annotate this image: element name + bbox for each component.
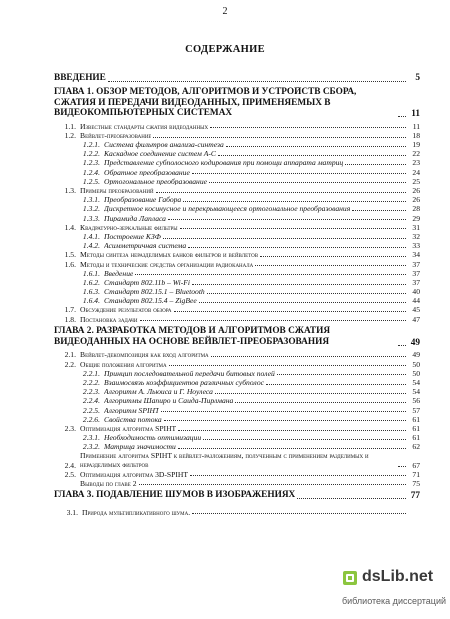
dot-leader: [140, 320, 406, 321]
toc-entry-page: 61: [412, 423, 420, 433]
toc-entry-number: 2.2.2.: [82, 377, 100, 387]
toc-entry: [54, 433, 420, 442]
toc-entry-number: 2.4.: [64, 460, 76, 470]
toc-chapter-entry: [54, 73, 420, 84]
toc-entry-number: 1.3.: [64, 186, 76, 196]
toc-entry: [54, 405, 420, 414]
toc-entry-number: 2.3.2.: [82, 442, 100, 452]
toc-entry: [54, 387, 420, 396]
toc-entry-page: 45: [412, 305, 420, 315]
toc-entry-title: Оптимизация алгоритма 3D-SPIHT: [80, 470, 189, 479]
toc-entry-page: 34: [412, 250, 420, 260]
toc-entry-title: Дискретное косинусное и перекрывающееся ортогональное преобразования: [104, 205, 351, 213]
toc-entry-page: 32: [412, 231, 420, 241]
toc-entry-title: Природа мультипликативного шума.: [82, 508, 191, 517]
toc-entry-number: 1.5.: [64, 250, 76, 260]
dot-leader: [398, 116, 406, 117]
toc-entry-page: 28: [412, 204, 420, 214]
toc-entry-page: 44: [412, 296, 420, 306]
toc-entry-number: 1.2.5.: [82, 176, 100, 186]
toc-entry: [54, 268, 420, 277]
toc-entry: [54, 507, 420, 516]
toc-entry: [54, 185, 420, 194]
toc-entry-number: 1.6.3.: [82, 287, 100, 297]
dot-leader: [135, 274, 406, 275]
toc-entry-number: 2.2.1.: [82, 368, 100, 378]
toc-entry-number: 1.2.3.: [82, 158, 100, 168]
toc-entry-title: Стандарт 802.11b – Wi-Fi: [104, 278, 191, 287]
toc-entry: [54, 241, 420, 250]
toc-entry-title: Преобразование Габора: [104, 196, 182, 204]
toc-entry-title: Представление субполосного кодирования при помощи аппарата матриц: [104, 159, 344, 168]
dot-leader: [255, 265, 406, 266]
toc-entry-number: 1.4.1.: [82, 231, 100, 241]
dot-leader: [203, 439, 406, 440]
toc-entry-page: 19: [412, 140, 420, 150]
dot-leader: [183, 201, 406, 202]
toc-entry-page: 26: [412, 186, 420, 196]
toc-entry-title: ГЛАВА 1. ОБЗОР МЕТОДОВ, АЛГОРИТМОВ И УСТРОЙСТВ СБОРА, СЖАТИЯ И ПЕРЕДАЧИ ВИДЕОДАННЫХ, ПРИМЕНЯЕМЫХ В ВИДЕОКОМПЬЮТЕРНЫХ СИСТЕМАХ: [54, 86, 357, 119]
toc-entry-title: Обсуждение результатов обзора: [80, 306, 172, 315]
toc-entry-page: 49: [412, 350, 420, 360]
toc-entry-number: 1.6.: [64, 259, 76, 269]
toc-entry-page: 50: [412, 359, 420, 369]
toc-entry-page: 11: [411, 108, 420, 119]
toc-entry-number: 2.2.: [64, 359, 76, 369]
toc-entry-title: ВВЕДЕНИЕ: [54, 73, 106, 83]
toc-entry-title: Стандарт 802.15.4 – ZigBee: [104, 297, 197, 305]
toc-chapter-entry: [54, 326, 420, 348]
dot-leader: [163, 238, 406, 239]
toc-entry-title: Вейвлет-преобразование: [80, 131, 152, 140]
toc-chapter-entry: [54, 87, 420, 119]
toc-entry-number: 1.7.: [64, 305, 76, 315]
dot-leader: [260, 256, 406, 257]
dot-leader: [156, 192, 406, 193]
table-of-contents: [54, 70, 420, 516]
toc-entry-page: 62: [412, 442, 420, 452]
dot-leader: [398, 345, 406, 346]
toc-entry-number: 1.2.: [64, 130, 76, 140]
toc-entry-title: Методы синтеза неразделимых банков фильтров и вейвлетов: [80, 251, 259, 259]
dot-leader: [108, 81, 406, 82]
toc-entry-title: Построение КЗФ: [104, 232, 161, 241]
toc-entry: [54, 250, 420, 259]
dot-leader: [192, 284, 406, 285]
dot-leader: [164, 420, 406, 421]
toc-entry-page: 31: [412, 222, 420, 232]
toc-entry: [54, 396, 420, 405]
toc-entry-number: 1.4.2.: [82, 241, 100, 251]
toc-entry-title: Алгоритмы Шапиро и Саида-Пирлмана: [104, 397, 234, 405]
toc-entry-title: Примеры преобразований: [80, 187, 154, 195]
toc-entry-title: Известные стандарты сжатия видеоданных: [80, 122, 209, 131]
dot-leader: [174, 311, 406, 312]
toc-entry-page: 77: [410, 490, 420, 501]
toc-entry: [54, 140, 420, 149]
dot-leader: [398, 466, 406, 467]
dot-leader: [139, 484, 406, 485]
toc-entry-title: Необходимость оптимизации: [104, 434, 202, 442]
toc-entry-title: Общие положения алгоритма: [80, 360, 167, 369]
dot-leader: [161, 411, 406, 412]
dot-leader: [178, 430, 406, 431]
page-number: 2: [222, 6, 228, 17]
toc-entry-title: Вейвлет-декомпозиция как вход алгоритма: [80, 351, 209, 359]
toc-entry-number: 2.5.: [64, 469, 76, 479]
toc-entry: [54, 442, 420, 451]
toc-entry: [54, 469, 420, 478]
dot-leader: [297, 498, 406, 499]
dot-leader: [210, 127, 406, 128]
toc-entry-page: 25: [412, 176, 420, 186]
watermark: [342, 570, 446, 616]
toc-entry: [54, 296, 420, 305]
dot-leader: [211, 356, 406, 357]
toc-entry: [54, 121, 420, 130]
toc-entry-title: Принцип последовательной передачи битовых полей: [104, 369, 275, 378]
toc-entry-title: Применение алгоритма SPIHT к вейвлет-разложениям, полученным с применением разделимых и неразделимых фильтров: [80, 450, 369, 469]
toc-entry-title: Система фильтров анализа-синтеза: [104, 141, 224, 149]
dot-leader: [277, 374, 406, 375]
toc-entry: [54, 359, 420, 368]
toc-entry-page: 49: [410, 337, 420, 348]
dot-leader: [199, 302, 406, 303]
dot-leader: [235, 402, 406, 403]
toc-entry-number: 2.2.6.: [82, 414, 100, 424]
toc-entry: [54, 478, 420, 487]
toc-entry: [54, 451, 420, 469]
toc-entry-number: 2.1.: [64, 350, 76, 360]
dot-leader: [218, 155, 406, 156]
dot-leader: [169, 365, 406, 366]
dslib-logo-icon: [342, 570, 358, 586]
dot-leader: [188, 247, 406, 248]
toc-entry-title: Свойства потока: [104, 415, 162, 424]
toc-entry-title: Каскадное соединение систем А-С: [104, 150, 216, 158]
toc-entry-number: 1.3.2.: [82, 204, 100, 214]
toc-entry: [54, 213, 420, 222]
toc-entry: [54, 130, 420, 139]
toc-entry-number: 1.8.: [64, 314, 76, 324]
toc-entry: [54, 368, 420, 377]
toc-entry-page: 24: [412, 167, 420, 177]
toc-entry: [54, 222, 420, 231]
toc-entry-number: 1.3.1.: [82, 195, 100, 205]
toc-entry: [54, 231, 420, 240]
toc-entry-number: 1.3.3.: [82, 213, 100, 223]
toc-entry-page: 29: [412, 213, 420, 223]
toc-entry-page: 54: [412, 387, 420, 397]
dot-leader: [226, 146, 406, 147]
dot-leader: [192, 173, 406, 174]
toc-entry-title: Матрица значимости: [104, 443, 176, 451]
dot-leader: [352, 210, 406, 211]
toc-entry-title: Квадратурно-зеркальные фильтры: [80, 223, 178, 232]
toc-entry-page: 26: [412, 195, 420, 205]
toc-entry-number: 1.2.1.: [82, 140, 100, 150]
toc-entry: [54, 259, 420, 268]
toc-entry-page: 23: [412, 158, 420, 168]
toc-entry-title: Обратное преобразование: [104, 168, 190, 177]
dot-leader: [192, 513, 406, 514]
dot-leader: [266, 384, 406, 385]
toc-entry-page: 33: [412, 241, 420, 251]
toc-entry: [54, 176, 420, 185]
toc-entry-title: Введение: [104, 269, 134, 278]
toc-entry-number: 2.3.: [64, 423, 76, 433]
toc-entry-number: 1.6.4.: [82, 296, 100, 306]
toc-entry-page: 54: [412, 377, 420, 387]
toc-entry-number: 2.3.1.: [82, 433, 100, 443]
toc-entry-title: Алгоритм А. Льюиса и Г. Ноулеса: [104, 388, 213, 396]
toc-entry-title: Оптимизация алгоритма SPIHT: [80, 424, 177, 433]
watermark-name: dsLib.net: [362, 568, 434, 585]
toc-entry-number: 1.6.1.: [82, 268, 100, 278]
toc-entry-page: 50: [412, 368, 420, 378]
toc-entry-title: Пирамида Лапласа: [104, 214, 166, 223]
toc-entry-number: 3.1.: [66, 507, 78, 517]
toc-entry-number: 2.2.3.: [82, 387, 100, 397]
toc-entry: [54, 204, 420, 213]
toc-entry-number: 1.4.: [64, 222, 76, 232]
toc-entry-page: 47: [412, 314, 420, 324]
toc-entry-title: Методы и технические средства организации радиоканала: [80, 260, 254, 269]
toc-chapter-entry: [54, 490, 420, 501]
dot-leader: [153, 137, 406, 138]
dot-leader: [168, 219, 406, 220]
dot-leader: [209, 182, 406, 183]
dot-leader: [180, 228, 406, 229]
toc-entry-page: 61: [412, 433, 420, 443]
dot-leader: [345, 164, 406, 165]
dot-leader: [215, 393, 406, 394]
toc-entry-page: 5: [415, 73, 420, 84]
dot-leader: [178, 448, 406, 449]
toc-entry: [54, 350, 420, 359]
toc-entry-title: Постановка задачи: [80, 315, 138, 324]
toc-entry-number: 1.1.: [64, 121, 76, 131]
toc-entry-title: Асимметричная система: [104, 242, 187, 250]
toc-entry: [54, 167, 420, 176]
toc-entry-title: Алгоритм SPIHT: [104, 406, 160, 415]
toc-entry-page: 57: [412, 405, 420, 415]
toc-entry: [54, 314, 420, 323]
toc-entry-page: 18: [412, 130, 420, 140]
toc-entry: [54, 377, 420, 386]
toc-entry-number: 1.2.2.: [82, 149, 100, 159]
toc-entry: [54, 195, 420, 204]
toc-entry-page: 37: [412, 268, 420, 278]
toc-entry: [54, 414, 420, 423]
toc-entry: [54, 158, 420, 167]
dot-leader: [190, 475, 406, 476]
toc-entry-title: Ортогональное преобразование: [104, 177, 207, 186]
toc-entry-title: ГЛАВА 3. ПОДАВЛЕНИЕ ШУМОВ В ИЗОБРАЖЕНИЯХ: [54, 490, 296, 501]
toc-entry-page: 71: [412, 469, 420, 479]
toc-entry-title: ГЛАВА 2. РАЗРАБОТКА МЕТОДОВ И АЛГОРИТМОВ СЖАТИЯ ВИДЕОДАННЫХ НА ОСНОВЕ ВЕЙВЛЕТ-ПРЕОБРАЗОВАНИЯ: [54, 326, 331, 348]
toc-entry-number: 1.6.2.: [82, 277, 100, 287]
toc-entry-page: 11: [412, 121, 420, 131]
toc-entry-number: 2.2.5.: [82, 405, 100, 415]
toc-entry-number: 2.2.4.: [82, 396, 100, 406]
toc-entry-page: 37: [412, 259, 420, 269]
toc-entry-page: 37: [412, 277, 420, 287]
toc-entry-page: 67: [412, 460, 420, 470]
toc-entry-page: 75: [412, 478, 420, 488]
toc-entry: [54, 277, 420, 286]
toc-entry-page: 40: [412, 287, 420, 297]
dot-leader: [207, 293, 406, 294]
toc-entry-page: 61: [412, 414, 420, 424]
toc-entry: [54, 423, 420, 432]
toc-entry-page: 22: [412, 149, 420, 159]
toc-entry-title: Стандарт 802.15.1 – Bluetooth: [104, 288, 205, 296]
toc-heading: СОДЕРЖАНИЕ: [185, 44, 265, 55]
toc-entry-title: Взаимосвязь коэффициентов различных субполос: [104, 378, 265, 387]
toc-entry-title: Выводы по главе 2: [80, 479, 137, 488]
toc-entry: [54, 149, 420, 158]
watermark-tagline: библиотека диссертаций: [342, 596, 447, 606]
toc-entry-page: 56: [412, 396, 420, 406]
toc-entry: [54, 287, 420, 296]
toc-entry: [54, 305, 420, 314]
toc-entry-number: 1.2.4.: [82, 167, 100, 177]
